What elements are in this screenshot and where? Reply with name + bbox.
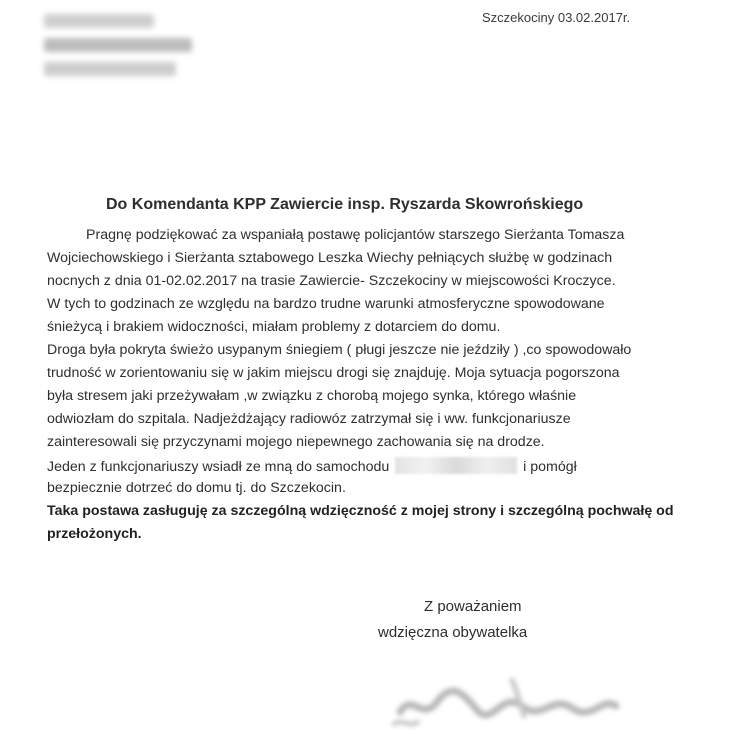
body-line: Pragnę podziękować za wspaniałą postawę policjantów starszego Sierżanta Tomasza [86, 227, 625, 243]
body-line: była stresem jaki przeżywałam ,w związku z chorobą mojego synka, którego właśnie [47, 388, 577, 404]
signature-stroke [394, 722, 418, 724]
place-date: Szczekociny 03.02.2017r. [482, 10, 631, 25]
redacted-address-line [44, 14, 154, 28]
body-line-with-redaction [47, 457, 577, 475]
redacted-address-line [44, 62, 176, 76]
body-text: Jeden z funkcjonariuszy wsiadł ze mną do samochodu [47, 459, 390, 475]
body-line: śnieżycą i brakiem widoczności, miałam problemy z dotarciem do domu. [47, 319, 501, 335]
body-line: bezpiecznie dotrzeć do domu tj. do Szczekocin. [47, 480, 346, 496]
body-line: W tych to godzinach ze względu na bardzo trudne warunki atmosferyczne spowodowane [47, 296, 605, 312]
redacted-sender-address [44, 14, 194, 84]
closing-signoff: wdzięczna obywatelka [378, 624, 528, 641]
body-line: zainteresowali się przyczynami mojego niepewnego zachowania się na drodze. [47, 434, 545, 450]
body-line: Wojciechowskiego i Sierżanta sztabowego Leszka Wiechy pełniących służbę w godzinach [47, 250, 613, 266]
body-line: odwiozłam do szpitala. Nadjeżdżający radiowóz zatrzymał się i ww. funkcjonariusze [47, 411, 571, 427]
redacted-text [395, 457, 517, 474]
bold-line: przełożonych. [47, 526, 142, 542]
letter-title: Do Komendanta KPP Zawiercie insp. Ryszarda Skowrońskiego [106, 196, 584, 213]
body-text: i pomógł [523, 459, 577, 475]
body-line: nocnych z dnia 01-02.02.2017 na trasie Zawiercie- Szczekociny w miejscowości Kroczyce. [47, 273, 616, 289]
closing-greeting: Z poważaniem [424, 598, 522, 615]
bold-line: Taka postawa zasługuję za szczególną wdzięczność z mojej strony i szczególną pochwałę od [47, 503, 674, 519]
body-line: trudność w zorientowaniu się w jakim miejscu drogi się znajduję. Moja sytuacja pogorszona [47, 365, 620, 381]
redacted-signature [392, 672, 622, 730]
body-line: Droga była pokryta świeżo usypanym śniegiem ( pługi jeszcze nie jeździły ) ,co spowodowało [47, 342, 632, 358]
signature-stroke [400, 691, 616, 715]
redacted-address-line [44, 38, 192, 52]
signature-stroke [512, 680, 524, 716]
